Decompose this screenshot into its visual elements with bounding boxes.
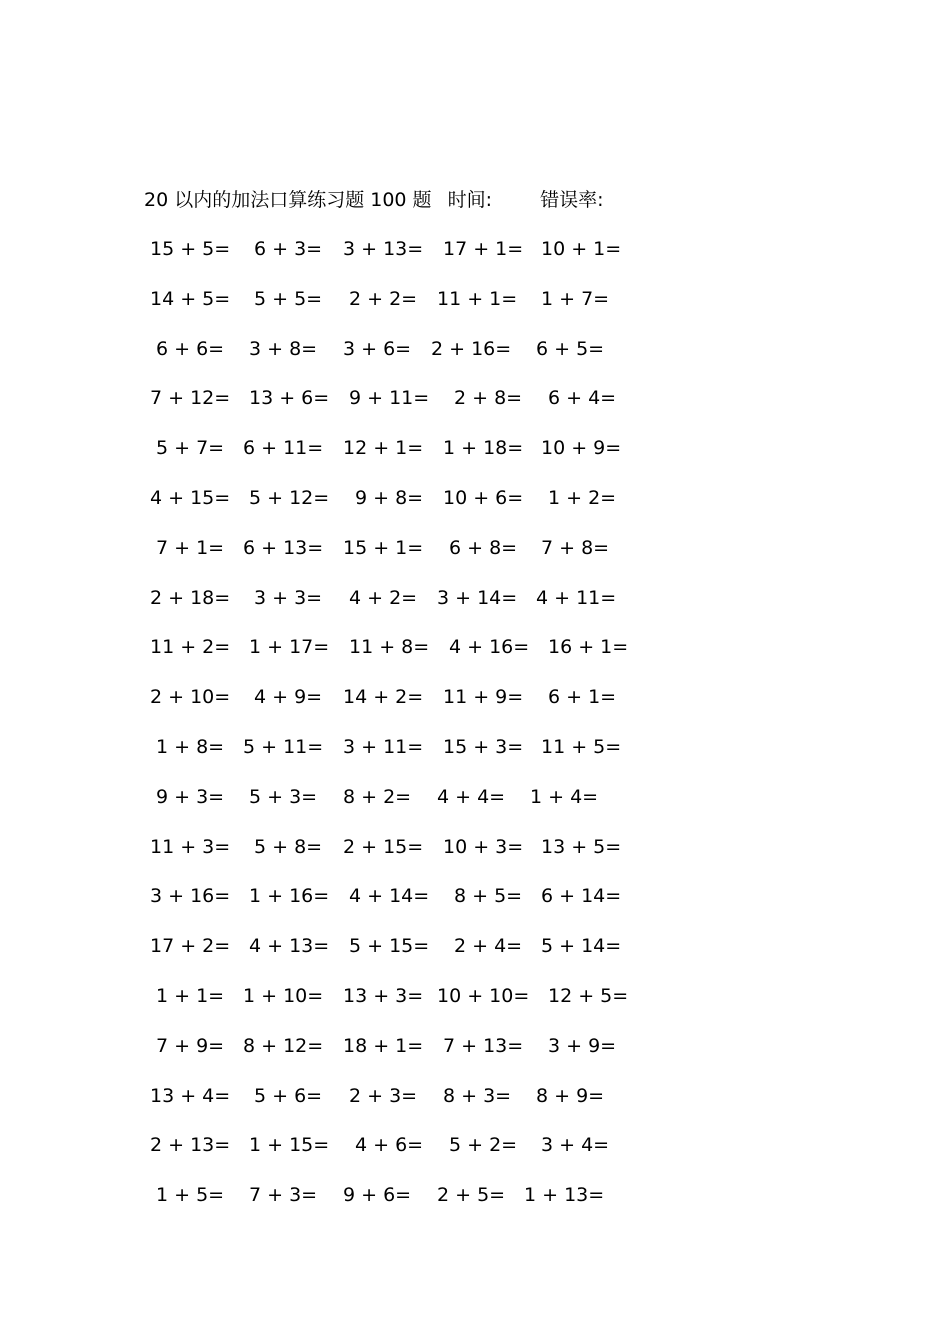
problem-row	[0, 1132, 950, 1158]
problem-row	[0, 336, 950, 362]
addition-problem: 2 + 10=	[150, 686, 231, 709]
problem-row	[0, 784, 950, 810]
addition-problem: 1 + 16=	[249, 885, 330, 908]
addition-problem: 17 + 2=	[150, 935, 231, 958]
addition-problem: 9 + 11=	[349, 387, 430, 410]
problem-row	[0, 585, 950, 611]
problem-row	[0, 385, 950, 411]
error-rate-label: 错误率:	[540, 189, 604, 211]
addition-problem: 6 + 8=	[449, 536, 518, 559]
addition-problem: 7 + 8=	[541, 536, 610, 559]
addition-problem: 4 + 16=	[449, 636, 530, 659]
problem-row	[0, 286, 950, 312]
addition-problem: 10 + 9=	[541, 437, 622, 460]
addition-problem: 6 + 6=	[156, 337, 225, 360]
addition-problem: 14 + 5=	[150, 287, 231, 310]
addition-problem: 15 + 1=	[343, 536, 424, 559]
addition-problem: 9 + 3=	[156, 785, 225, 808]
addition-problem: 18 + 1=	[343, 1034, 424, 1057]
addition-problem: 8 + 12=	[243, 1034, 324, 1057]
addition-problem: 3 + 4=	[541, 1134, 610, 1157]
problem-row	[0, 734, 950, 760]
worksheet-header	[144, 187, 603, 213]
addition-problem: 8 + 5=	[454, 885, 523, 908]
addition-problem: 16 + 1=	[548, 636, 629, 659]
addition-problem: 5 + 11=	[243, 736, 324, 758]
addition-problem: 5 + 5=	[254, 287, 323, 310]
addition-problem: 2 + 13=	[150, 1134, 231, 1157]
addition-problem: 13 + 3=	[343, 985, 424, 1007]
addition-problem: 3 + 9=	[548, 1034, 617, 1057]
addition-problem: 5 + 7=	[156, 437, 225, 460]
addition-problem: 4 + 14=	[349, 885, 430, 908]
addition-problem: 1 + 4=	[530, 785, 599, 808]
problem-row	[0, 684, 950, 710]
addition-problem: 6 + 13=	[243, 536, 324, 559]
addition-problem: 5 + 12=	[249, 487, 330, 509]
time-label: 时间:	[447, 189, 493, 211]
addition-problem: 3 + 11=	[343, 736, 424, 758]
addition-problem: 6 + 4=	[548, 387, 617, 410]
addition-problem: 15 + 3=	[443, 736, 524, 758]
addition-problem: 8 + 9=	[536, 1084, 605, 1107]
problem-row	[0, 236, 950, 262]
problem-row	[0, 535, 950, 561]
addition-problem: 4 + 15=	[150, 487, 231, 509]
addition-problem: 2 + 3=	[349, 1084, 418, 1107]
addition-problem: 15 + 5=	[150, 238, 231, 260]
addition-problem: 4 + 6=	[355, 1134, 424, 1157]
addition-problem: 13 + 4=	[150, 1084, 231, 1107]
addition-problem: 9 + 8=	[355, 487, 424, 509]
addition-problem: 8 + 2=	[343, 785, 412, 808]
problem-row	[0, 834, 950, 860]
problem-row	[0, 485, 950, 511]
addition-problem: 7 + 12=	[150, 387, 231, 410]
addition-problem: 11 + 3=	[150, 835, 231, 858]
problem-row	[0, 883, 950, 909]
addition-problem: 3 + 14=	[437, 586, 518, 609]
addition-problem: 13 + 5=	[541, 835, 622, 858]
addition-problem: 1 + 18=	[443, 437, 524, 460]
problem-row	[0, 435, 950, 461]
addition-problem: 2 + 16=	[431, 337, 512, 360]
problem-row	[0, 634, 950, 660]
addition-problem: 2 + 2=	[349, 287, 418, 310]
addition-problem: 8 + 3=	[443, 1084, 512, 1107]
addition-problem: 2 + 5=	[437, 1184, 506, 1207]
addition-problem: 7 + 9=	[156, 1034, 225, 1057]
addition-problem: 3 + 6=	[343, 337, 412, 360]
addition-problem: 5 + 2=	[449, 1134, 518, 1157]
addition-problem: 6 + 14=	[541, 885, 622, 908]
addition-problem: 4 + 2=	[349, 586, 418, 609]
addition-problem: 17 + 1=	[443, 238, 524, 260]
worksheet-title: 20 以内的加法口算练习题 100 题	[144, 189, 432, 211]
addition-problem: 4 + 4=	[437, 785, 506, 808]
addition-problem: 1 + 8=	[156, 736, 225, 758]
addition-problem: 9 + 6=	[343, 1184, 412, 1207]
addition-problem: 2 + 4=	[454, 935, 523, 958]
addition-problem: 4 + 9=	[254, 686, 323, 709]
addition-problem: 4 + 13=	[249, 935, 330, 958]
addition-problem: 2 + 15=	[343, 835, 424, 858]
addition-problem: 11 + 2=	[150, 636, 231, 659]
addition-problem: 1 + 13=	[524, 1184, 605, 1207]
addition-problem: 3 + 8=	[249, 337, 318, 360]
addition-problem: 3 + 16=	[150, 885, 231, 908]
addition-problem: 6 + 11=	[243, 437, 324, 460]
problem-row	[0, 933, 950, 959]
addition-problem: 1 + 17=	[249, 636, 330, 659]
addition-problem: 10 + 3=	[443, 835, 524, 858]
addition-problem: 3 + 13=	[343, 238, 424, 260]
addition-problem: 5 + 6=	[254, 1084, 323, 1107]
addition-problem: 11 + 9=	[443, 686, 524, 709]
addition-problem: 12 + 1=	[343, 437, 424, 460]
problem-row	[0, 1083, 950, 1109]
addition-problem: 6 + 1=	[548, 686, 617, 709]
addition-problem: 4 + 11=	[536, 586, 617, 609]
addition-problem: 1 + 5=	[156, 1184, 225, 1207]
addition-problem: 7 + 3=	[249, 1184, 318, 1207]
addition-problem: 11 + 5=	[541, 736, 622, 758]
addition-problem: 1 + 1=	[156, 985, 225, 1007]
addition-problem: 1 + 2=	[548, 487, 617, 509]
addition-problem: 6 + 5=	[536, 337, 605, 360]
problem-row	[0, 1182, 950, 1208]
addition-problem: 12 + 5=	[548, 985, 629, 1007]
addition-problem: 7 + 1=	[156, 536, 225, 559]
addition-problem: 1 + 10=	[243, 985, 324, 1007]
addition-problem: 11 + 1=	[437, 287, 518, 310]
addition-problem: 5 + 14=	[541, 935, 622, 958]
addition-problem: 2 + 18=	[150, 586, 231, 609]
addition-problem: 5 + 8=	[254, 835, 323, 858]
addition-problem: 5 + 3=	[249, 785, 318, 808]
problem-row	[0, 983, 950, 1009]
addition-problem: 14 + 2=	[343, 686, 424, 709]
addition-problem: 7 + 13=	[443, 1034, 524, 1057]
addition-problem: 5 + 15=	[349, 935, 430, 958]
addition-problem: 1 + 7=	[541, 287, 610, 310]
addition-problem: 10 + 1=	[541, 238, 622, 260]
addition-problem: 13 + 6=	[249, 387, 330, 410]
addition-problem: 10 + 10=	[437, 985, 530, 1007]
addition-problem: 2 + 8=	[454, 387, 523, 410]
addition-problem: 10 + 6=	[443, 487, 524, 509]
addition-problem: 1 + 15=	[249, 1134, 330, 1157]
problem-row	[0, 1033, 950, 1059]
addition-problem: 3 + 3=	[254, 586, 323, 609]
addition-problem: 11 + 8=	[349, 636, 430, 659]
addition-problem: 6 + 3=	[254, 238, 323, 260]
